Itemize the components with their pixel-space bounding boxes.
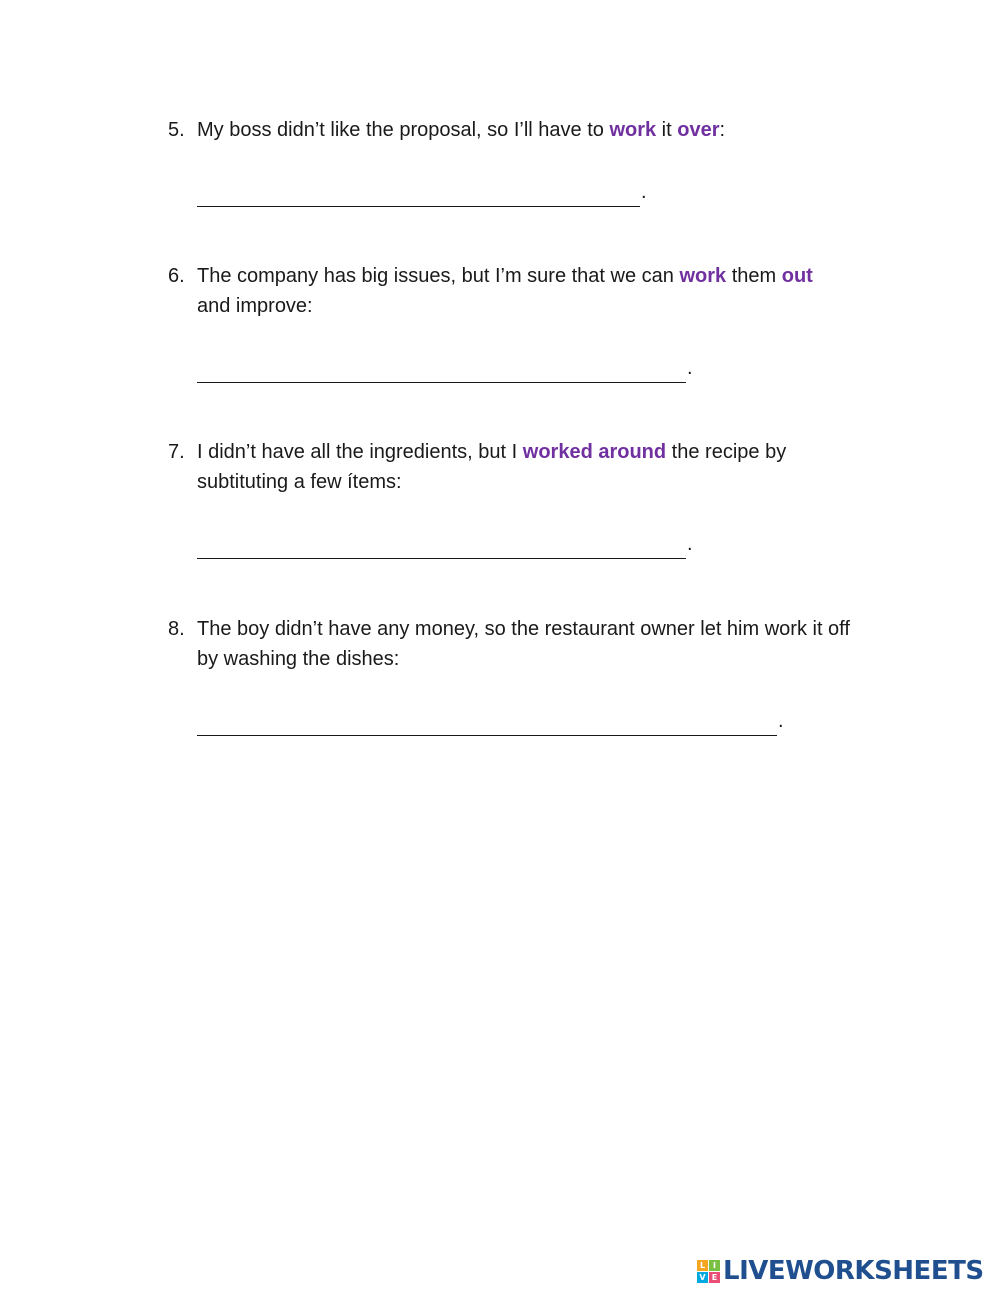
- logo-mark-icon: [697, 1260, 720, 1283]
- answer-line: [197, 177, 647, 207]
- highlighted-phrasal-verb: worked around: [522, 441, 667, 463]
- answer-input-5[interactable]: [197, 183, 640, 207]
- answer-input-7[interactable]: [197, 535, 686, 559]
- answer-line: [197, 353, 693, 383]
- answer-period: .: [641, 181, 647, 203]
- liveworksheets-logo: [697, 1256, 984, 1286]
- answer-input-8[interactable]: [197, 712, 777, 736]
- question-number: 7.: [168, 441, 185, 463]
- highlighted-particle: out: [781, 265, 813, 287]
- logo-text: LIVEWORKSHEETS: [723, 1256, 984, 1286]
- question-text: I didn’t have all the ingredients, but I worked around the recipe by subtituting a few ítems:: [197, 441, 787, 493]
- highlighted-phrasal-verb: work: [679, 265, 727, 287]
- question-number: 5.: [168, 119, 185, 141]
- highlighted-phrasal-verb: work: [609, 119, 657, 141]
- answer-period: .: [687, 533, 693, 555]
- highlighted-particle: over: [677, 119, 720, 141]
- answer-line: [197, 529, 693, 559]
- question-text: The company has big issues, but I’m sure that we can work them out and improve:: [197, 265, 813, 317]
- answer-input-6[interactable]: [197, 359, 686, 383]
- question-text: The boy didn’t have any money, so the restaurant owner let him work it off by washing the dishes:: [197, 618, 850, 670]
- logo-mark-letter: E: [709, 1272, 720, 1283]
- logo-mark-letter: L: [697, 1260, 708, 1271]
- logo-mark-letter: V: [697, 1272, 708, 1283]
- question-number: 6.: [168, 265, 185, 287]
- question-text: My boss didn’t like the proposal, so I’ll have to work it over:: [197, 119, 726, 141]
- logo-mark-letter: I: [709, 1260, 720, 1271]
- question-number: 8.: [168, 618, 185, 640]
- answer-period: .: [778, 710, 784, 732]
- answer-period: .: [687, 357, 693, 379]
- answer-line: [197, 706, 784, 736]
